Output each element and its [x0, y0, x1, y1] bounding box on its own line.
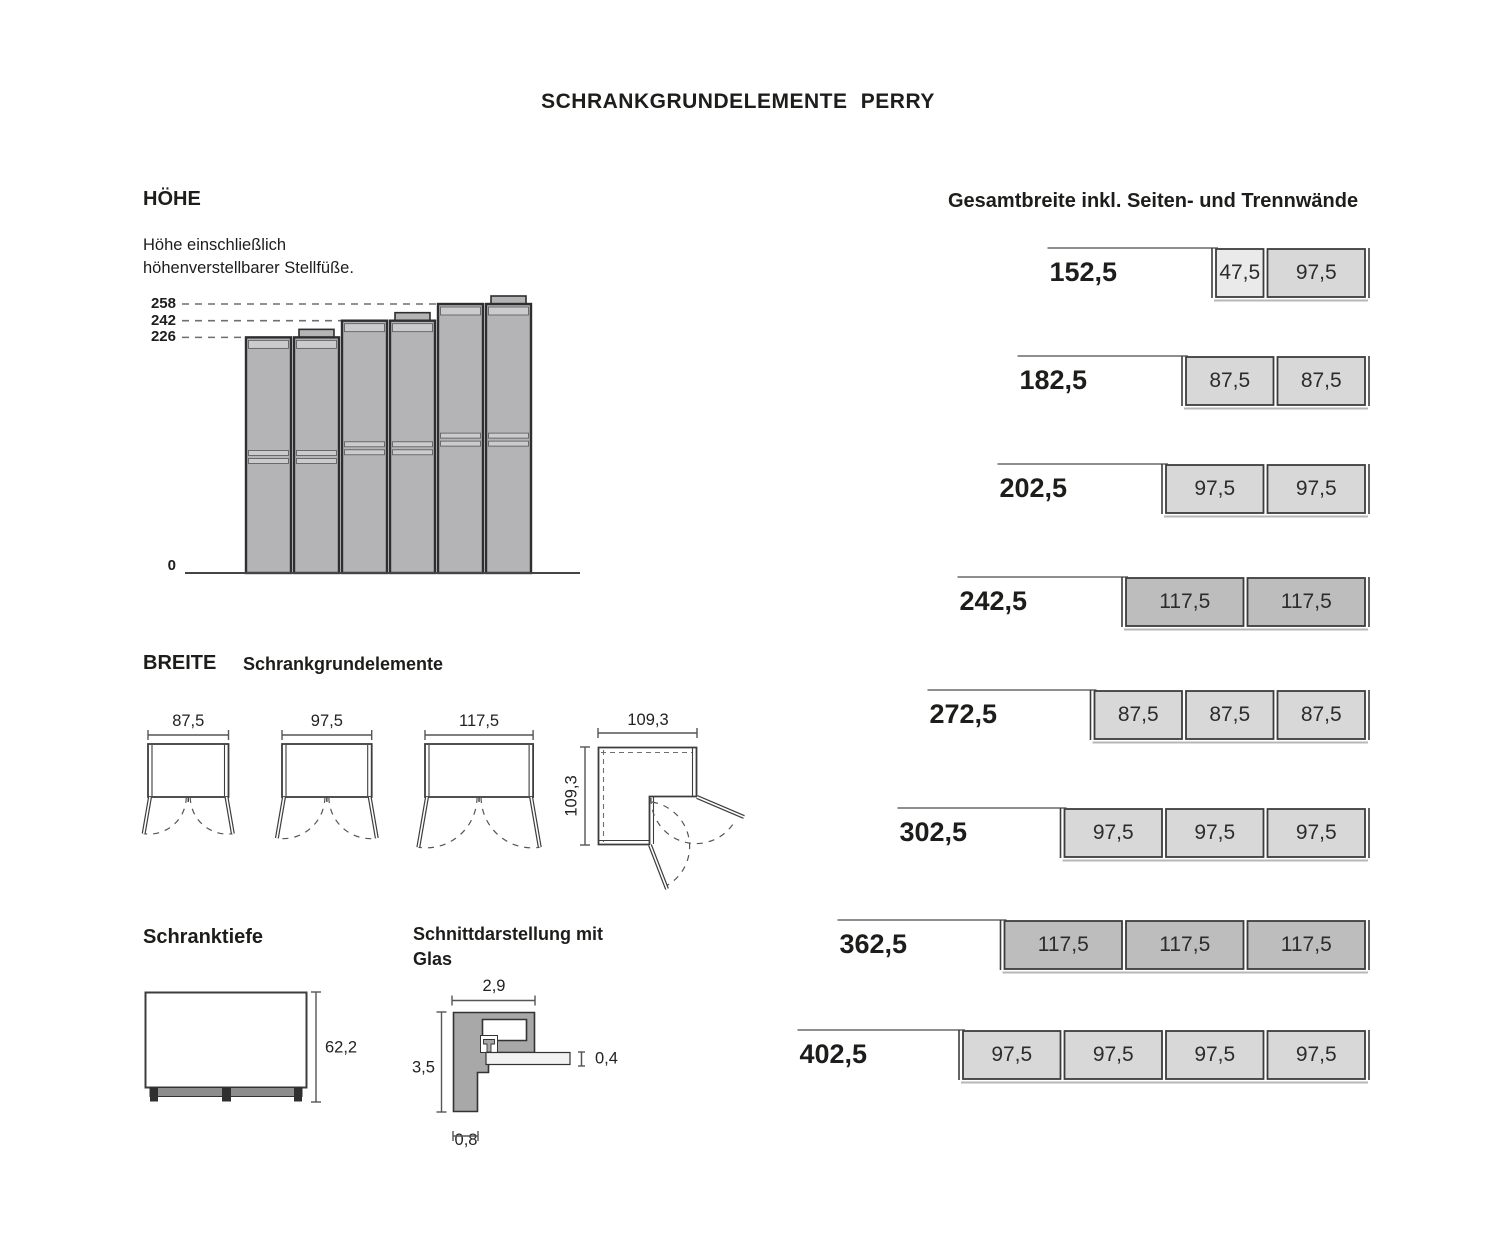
schnitt-dim-left-label: 3,5: [412, 1058, 435, 1077]
hoehe-note-line1: Höhe einschließlich: [143, 236, 287, 254]
element-width-value: 97,5: [1092, 1043, 1134, 1066]
unit-width-dim-label: 87,5: [172, 712, 205, 730]
element-width-value: 117,5: [1280, 590, 1332, 613]
schnitt-dim-glass-label: 0,4: [595, 1049, 618, 1068]
element-width-value: 117,5: [1037, 933, 1089, 956]
element-width-value: 117,5: [1159, 590, 1211, 613]
height-tick-label: 242: [150, 311, 176, 329]
row-total-label: 402,5: [799, 1039, 868, 1069]
schnitt-dim-bottom-label: 0,8: [454, 1131, 478, 1149]
element-width-value: 97,5: [1194, 821, 1236, 844]
row-total-label: 272,5: [929, 699, 998, 729]
unit-width-dim-label: 97,5: [310, 712, 343, 730]
height-tick-label: 258: [150, 295, 176, 312]
element-width-value: 117,5: [1159, 933, 1211, 956]
element-width-value: 97,5: [1194, 1043, 1236, 1066]
gesamtbreite-heading: Gesamtbreite inkl. Seiten- und Trennwände: [948, 190, 1359, 212]
element-width-value: 87,5: [1300, 369, 1342, 392]
element-width-value: 97,5: [1295, 477, 1337, 500]
breite-heading: BREITE: [143, 652, 217, 674]
schranktiefe-depth-label: 62,2: [325, 1038, 358, 1057]
row-total-label: 302,5: [899, 817, 968, 847]
corner-depth-dim-label: 109,3: [562, 775, 581, 817]
element-width-value: 97,5: [1194, 477, 1236, 500]
element-width-value: 97,5: [1295, 1043, 1337, 1066]
row-total-label: 152,5: [1049, 257, 1118, 287]
row-total-label: 182,5: [1019, 365, 1088, 395]
height-tick-label: 226: [150, 328, 176, 346]
hoehe-note-line2: höhenverstellbarer Stellfüße.: [143, 259, 354, 277]
element-width-value: 97,5: [991, 1043, 1033, 1066]
element-width-value: 97,5: [1092, 821, 1134, 844]
baseline-zero-label: 0: [167, 557, 176, 574]
schnitt-heading-line2: Glas: [413, 949, 453, 969]
unit-width-dim-label: 117,5: [459, 712, 500, 730]
element-width-value: 47,5: [1219, 261, 1261, 284]
row-total-label: 202,5: [999, 473, 1068, 503]
row-total-label: 362,5: [839, 929, 908, 959]
corner-width-dim-label: 109,3: [627, 711, 669, 729]
hoehe-heading: HÖHE: [143, 188, 201, 210]
page-title: SCHRANKGRUNDELEMENTE PERRY: [541, 90, 935, 113]
element-width-value: 87,5: [1117, 703, 1159, 726]
element-width-value: 97,5: [1295, 821, 1337, 844]
breite-subheading: Schrankgrundelemente: [243, 654, 444, 674]
row-total-label: 242,5: [959, 586, 1028, 616]
element-width-value: 117,5: [1280, 933, 1332, 956]
schranktiefe-heading: Schranktiefe: [143, 926, 264, 948]
element-width-value: 87,5: [1300, 703, 1342, 726]
element-width-value: 87,5: [1209, 703, 1251, 726]
element-width-value: 87,5: [1209, 369, 1251, 392]
schnitt-heading-line1: Schnittdarstellung mit: [413, 924, 604, 944]
schnitt-dim-top-label: 2,9: [482, 977, 506, 995]
element-width-value: 97,5: [1295, 261, 1337, 284]
